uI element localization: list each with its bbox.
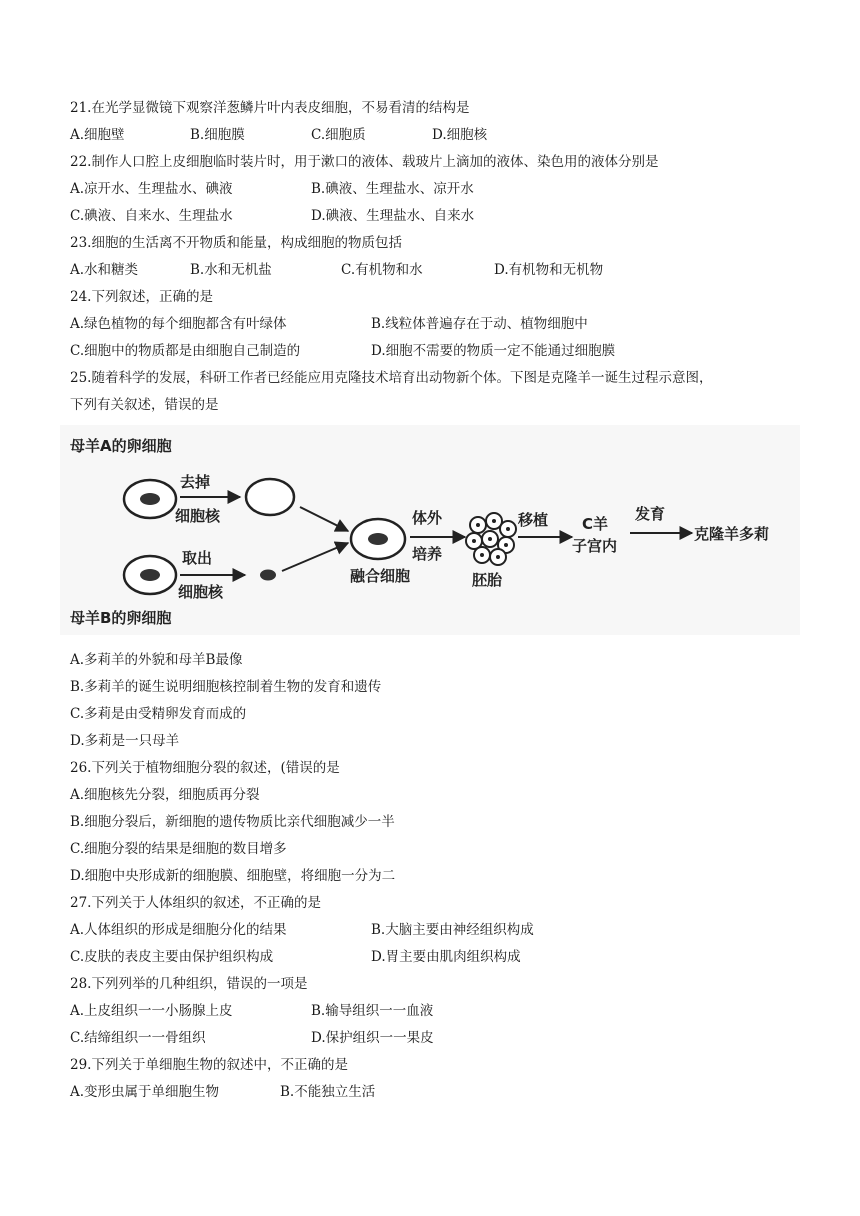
q22-option-d: D.碘液、生理盐水、自来水 [311, 208, 475, 224]
q26-option-c: C.细胞分裂的结果是细胞的数目增多 [70, 841, 287, 857]
develop-label: 发育 [635, 505, 666, 523]
q26-option-a: A.细胞核先分裂，细胞质再分裂 [70, 787, 260, 803]
q25-option-c: C.多莉是由受精卵发育而成的 [70, 706, 247, 722]
question-28-stem: 28.下列列举的几种组织，错误的一项是 [70, 976, 308, 992]
in-vitro-label: 体外 [412, 509, 443, 527]
q27-option-c: C.皮肤的表皮主要由保护组织构成 [70, 949, 274, 965]
fused-cell-icon [351, 519, 405, 559]
embryo-label: 胚胎 [472, 571, 503, 589]
question-23-stem: 23.细胞的生活离不开物质和能量，构成细胞的物质包括 [70, 235, 402, 251]
transplant-label: 移植 [518, 511, 549, 529]
q28-option-d: D.保护组织一一果皮 [311, 1030, 434, 1046]
q23-option-c: C.有机物和水 [341, 262, 423, 278]
question-27-stem: 27.下列关于人体组织的叙述，不正确的是 [70, 895, 321, 911]
q24-option-d: D.细胞不需要的物质一定不能通过细胞膜 [371, 343, 616, 359]
q26-option-d: D.细胞中央形成新的细胞膜、细胞壁，将细胞一分为二 [70, 868, 396, 884]
q26-option-b: B.细胞分裂后，新细胞的遗传物质比亲代细胞减少一半 [70, 814, 395, 830]
q29-option-b: B.不能独立生活 [280, 1084, 376, 1100]
q22-option-c: C.碘液、自来水、生理盐水 [70, 208, 233, 224]
question-25-stem-line-2: 下列有关叙述，错误的是 [70, 397, 219, 413]
question-29-stem: 29.下列关于单细胞生物的叙述中，不正确的是 [70, 1057, 348, 1073]
q22-option-a: A.凉开水、生理盐水、碘液 [70, 181, 233, 197]
mother-b-label: 母羊B的卵细胞 [70, 609, 172, 627]
q23-option-a: A.水和糖类 [70, 262, 139, 278]
diagram-background [60, 425, 800, 635]
enucleated-egg-icon [246, 479, 294, 515]
question-21-stem: 21.在光学显微镜下观察洋葱鳞片叶内表皮细胞，不易看清的结构是 [70, 100, 470, 116]
dolly-label: 克隆羊多莉 [694, 525, 770, 543]
q24-option-a: A.绿色植物的每个细胞都含有叶绿体 [70, 316, 287, 332]
q21-option-b: B.细胞膜 [190, 127, 245, 143]
q25-option-a: A.多莉羊的外貌和母羊B最像 [70, 652, 243, 668]
q25-option-b: B.多莉羊的诞生说明细胞核控制着生物的发育和遗传 [70, 679, 382, 695]
q28-option-c: C.结缔组织一一骨组织 [70, 1030, 206, 1046]
q21-option-a: A.细胞壁 [70, 127, 125, 143]
sheep-c-label: C羊 [582, 515, 609, 533]
nucleus-icon [260, 570, 276, 581]
q28-option-b: B.输导组织一一血液 [311, 1003, 434, 1019]
q24-option-b: B.线粒体普遍存在于动、植物细胞中 [371, 316, 588, 332]
fused-cell-label: 融合细胞 [350, 567, 411, 585]
egg-cell-a-icon [124, 480, 176, 518]
mother-a-label: 母羊A的卵细胞 [70, 437, 172, 455]
question-22-stem: 22.制作人口腔上皮细胞临时装片时，用于漱口的液体、载玻片上滴加的液体、染色用的液体分别是 [70, 154, 659, 170]
remove-label: 去掉 [180, 473, 211, 491]
cloning-diagram [60, 425, 800, 635]
q23-option-d: D.有机物和无机物 [494, 262, 604, 278]
nucleus-bottom-label: 细胞核 [178, 583, 224, 601]
cloning-diagram-svg [60, 425, 800, 635]
q27-option-a: A.人体组织的形成是细胞分化的结果 [70, 922, 287, 938]
q27-option-d: D.胃主要由肌肉组织构成 [371, 949, 521, 965]
q25-option-d: D.多莉是一只母羊 [70, 733, 180, 749]
q22-option-b: B.碘液、生理盐水、凉开水 [311, 181, 474, 197]
q27-option-b: B.大脑主要由神经组织构成 [371, 922, 534, 938]
q23-option-b: B.水和无机盐 [190, 262, 272, 278]
q29-option-a: A.变形虫属于单细胞生物 [70, 1084, 220, 1100]
uterus-label: 子宫内 [572, 537, 618, 555]
take-out-label: 取出 [182, 549, 213, 567]
q21-option-d: D.细胞核 [432, 127, 488, 143]
q28-option-a: A.上皮组织一一小肠腺上皮 [70, 1003, 233, 1019]
q24-option-c: C.细胞中的物质都是由细胞自己制造的 [70, 343, 301, 359]
culture-label: 培养 [412, 545, 443, 563]
egg-cell-b-icon [124, 556, 176, 594]
question-26-stem: 26.下列关于植物细胞分裂的叙述，(错误的是 [70, 760, 340, 776]
question-24-stem: 24.下列叙述，正确的是 [70, 289, 213, 305]
question-25-stem-line-1: 25.随着科学的发展，科研工作者已经能应用克隆技术培育出动物新个体。下图是克隆羊一诞生过程示意图， [70, 370, 713, 386]
nucleus-top-label: 细胞核 [175, 507, 221, 525]
q21-option-c: C.细胞质 [311, 127, 366, 143]
